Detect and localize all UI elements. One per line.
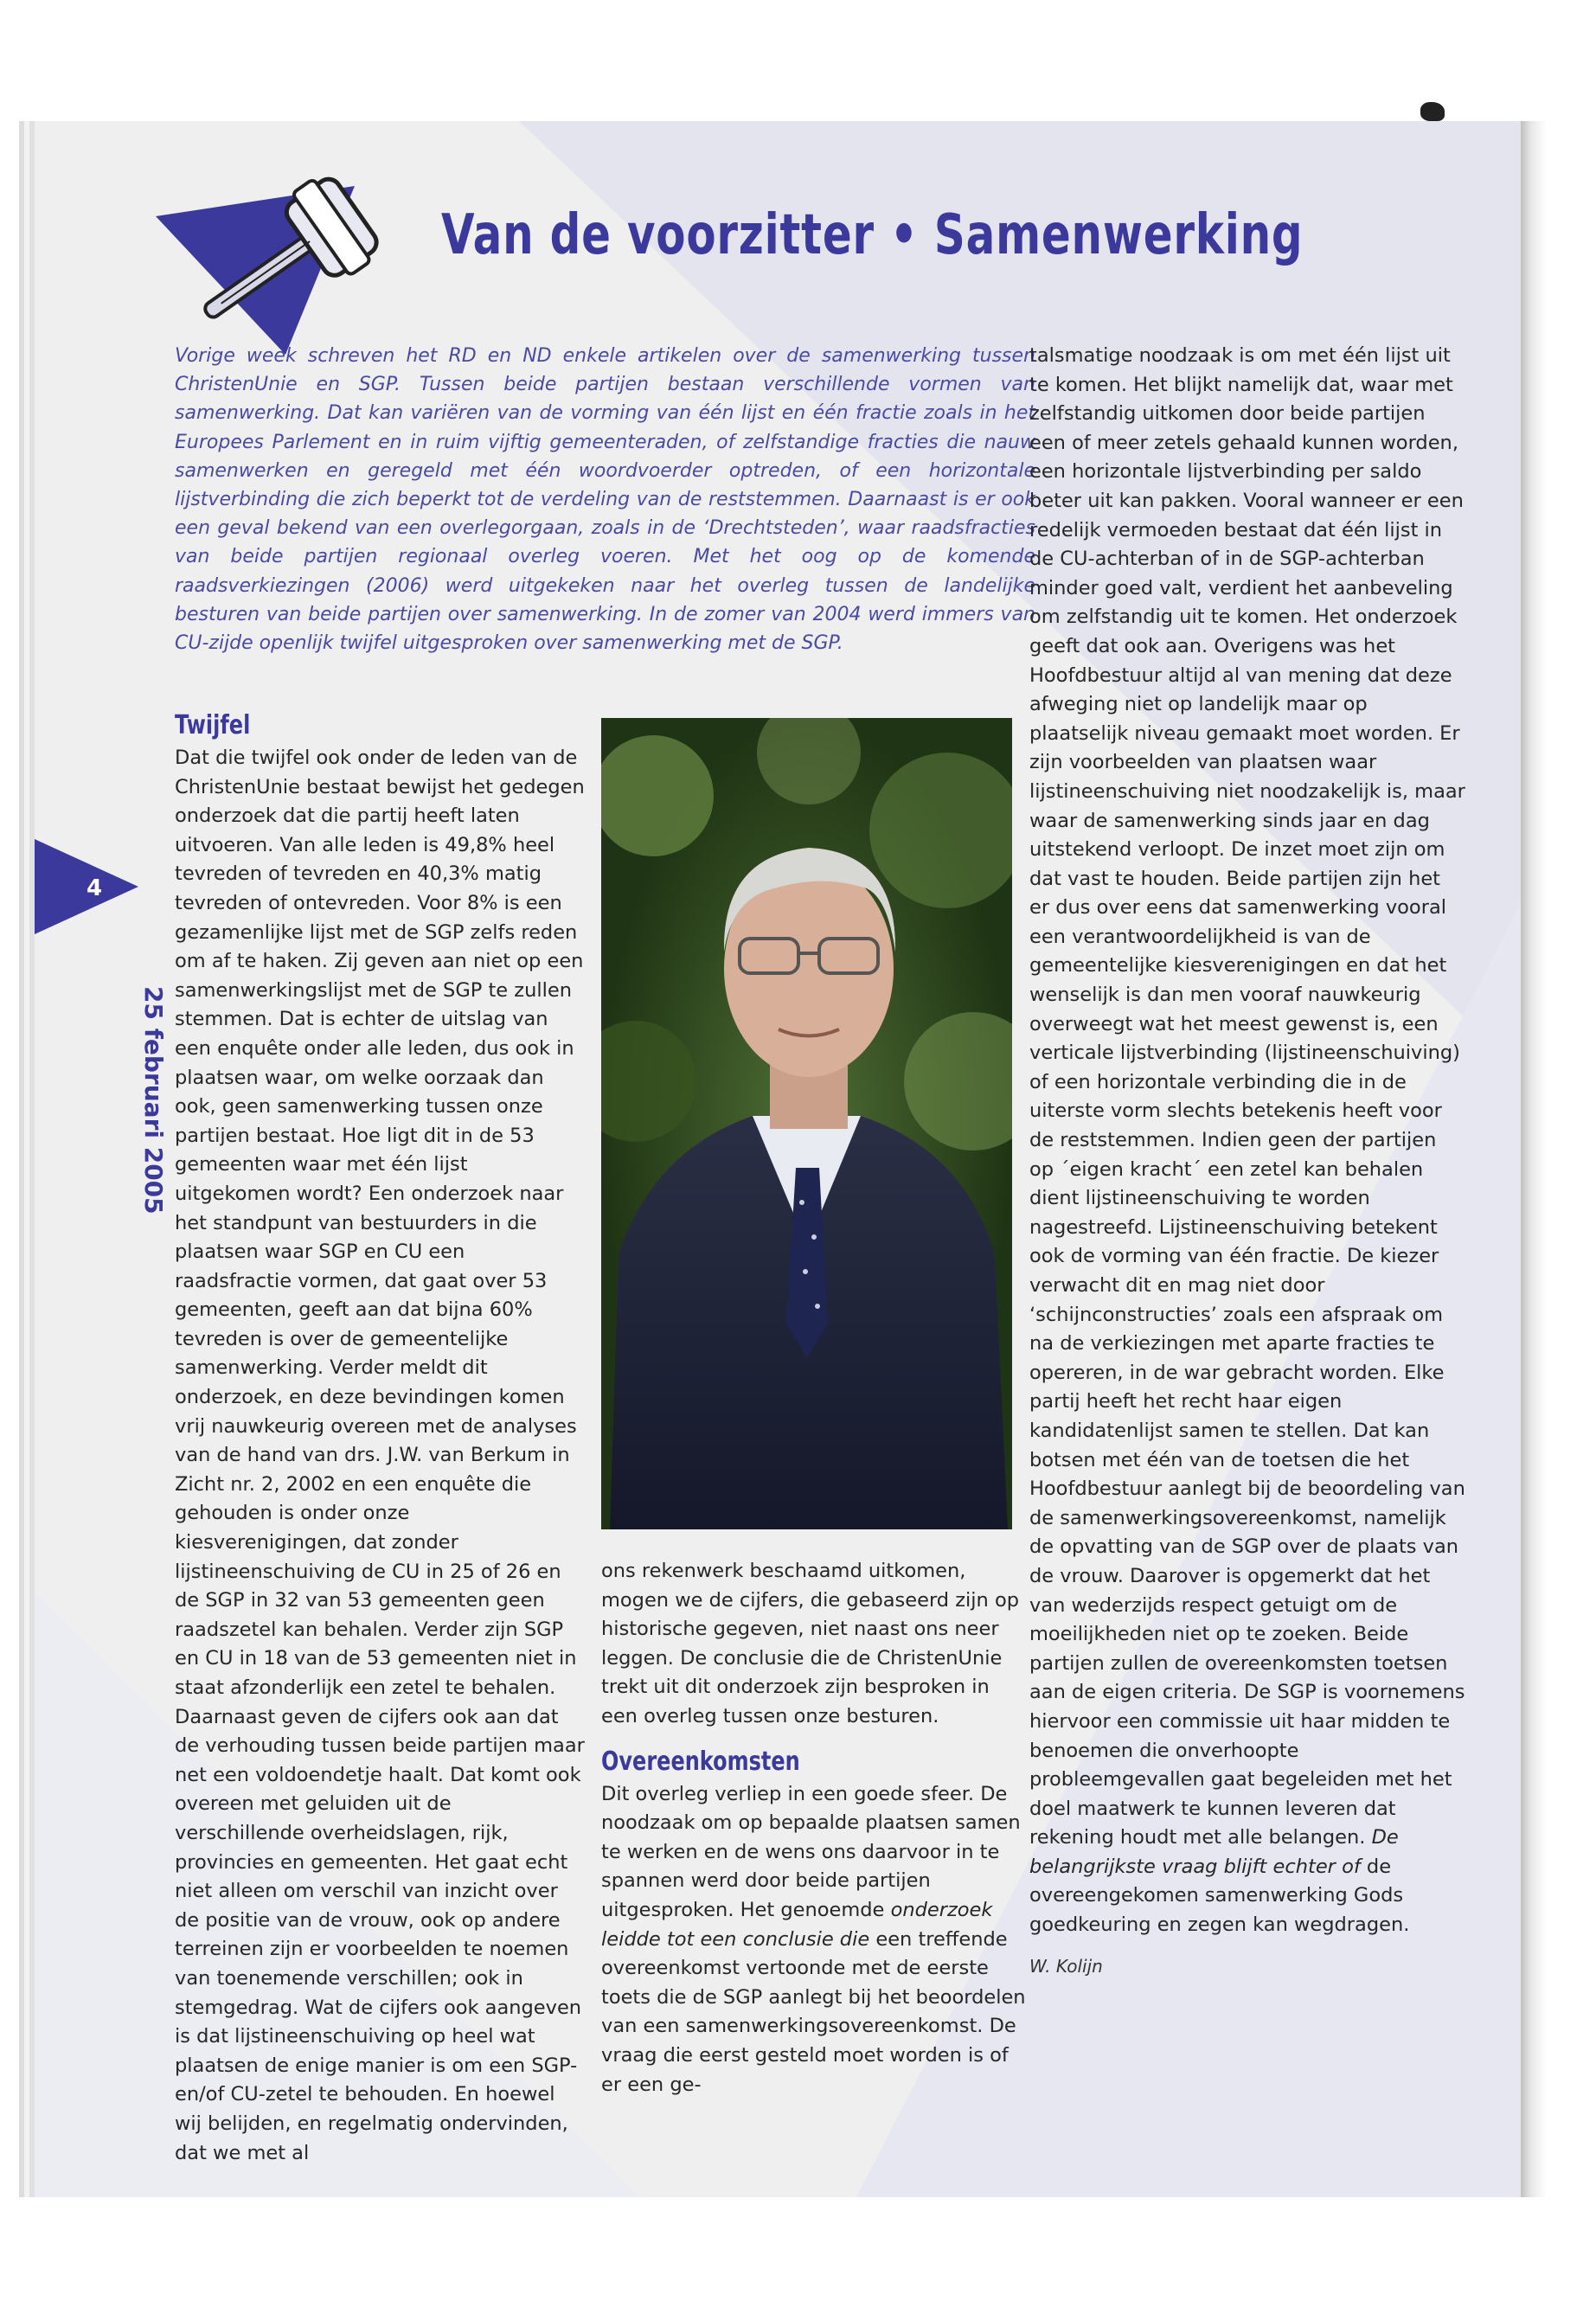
overeenkomsten-body-main: Dit overleg verliep in een goede sfeer. De noodzaak om op bepaalde plaatsen samen te werken en de wens ons daarvoor in te spannen werd door beide partijen uitgesproken. Het genoemde [601,1782,1021,1921]
author-signature: W. Kolijn [1029,1955,1103,1977]
twijfel-body-tail: Wat de cijfers ook aangeven is dat lijstineenschuiving op heel wat plaatsen de enige manier is om een SGP- en/of CU-zetel te behouden. En hoewel wij belijden, en regelmatig ondervinden, dat we met al [175,1996,582,2164]
twijfel-body-main: Dat die twijfel ook onder de leden van de ChristenUnie bestaat bewijst het gedegen onderzoek dat die partij heeft laten uitvoeren. Van alle leden is 49,8% heel tevreden of tevreden en 40,3% matig tevreden of ontevreden. Voor 8% is een gezamenlijke lijst met de SGP zelfs reden om af te haken. Zij geven aan niet op een samenwerkingslijst met de SGP te zullen stemmen. Dat is echter de uitslag van een enquête onder alle leden, dus ook in plaatsen waar, om welke oorzaak dan ook, geen samenwerking tussen onze partijen bestaat. Hoe ligt dit in de 53 gemeenten waar met één lijst uitgekomen wordt? Een onderzoek naar het standpunt van bestuurders in die plaatsen waar SGP en CU een raadsfractie vormen, dat gaat over 53 gemeenten, geeft aan dat bijna 60% tevreden is over de gemeentelijke samenwerking. Verder meldt dit onderzoek, en deze bevindingen komen vrij nauwkeurig overeen met de analyses van de hand van drs. J.W. van Berkum in Zicht nr. 2, 2002 en een enquête die gehouden is onder onze kiesverenigingen, dat zonder lijstineenschuiving de CU in 25 of 26 en de SGP in 32 van 53 gemeenten geen raadszetel kan behalen. Verder zijn SGP en CU in 18 van de 53 gemeenten niet in staat afzonderlijk een zetel te behalen. Daarnaast geven de cijfers ook aan dat de verhouding tussen beide partijen maar net een voldoendetje haalt. Dat komt ook overeen met geluiden uit de verschillende overheidslagen, rijk, provincies en gemeenten. Het gaat echt niet alleen om verschil van inzicht over de positie van de vrouw, ook op andere terreinen zijn er voorbeelden te noemen van toenemende verschillen; ook in stemgedrag. [175,747,585,2019]
page-spine-edge [1521,121,1547,2197]
column-3-body [1029,342,1466,1940]
overeenkomsten-body [601,1780,1029,2100]
column-3-body-tail: de overeengekomen samenwerking Gods goedkeuring en zegen kan wegdragen. [1029,1855,1410,1937]
section-heading-twijfel: Twijfel [175,710,251,740]
column-3-body-main: talsmatige noodzaak is om met één lijst uit te komen. Het blijkt namelijk dat, waar met zelfstandig uitkomen door beide partijen een of meer zetels gehaald kunnen worden, een horizontale lijstverbinding per saldo beter uit kan pakken. Vooral wanneer er een redelijk vermoeden bestaat dat één lijst in de CU-achterban of in de SGP-achterban minder goed valt, verdient het aanbeveling om zelfstandig uit te komen. Het onderzoek geeft dat ook aan. Overigens was het Hoofdbestuur altijd al van mening dat deze afweging niet op landelijk maar op plaatselijk niveau gemaakt moet worden. Er zijn voorbeelden van plaatsen waar lijstineenschuiving niet noodzakelijk is, maar waar de samenwerking sinds jaar en dag uitstekend verloopt. De inzet moet zijn om dat vast te houden. Beide partijen zijn het er dus over eens dat samenwerking vooral een verantwoordelijkheid is van de gemeentelijke kiesverenigingen en dat het wenselijk is dan men vooraf nauwkeurig overweegt wat het meest gewenst is, een verticale lijstverbinding (lijstineenschuiving) of een horizontale verbinding die in de uiterste vorm slechts betekenis heeft voor de reststemmen. Indien geen der partijen op ´eigen kracht´ een zetel kan behalen dient lijstineenschuiving te worden nagestreefd. Lijstineenschuiving betekent ook de vorming van één fractie. De kiezer verwacht dit en mag niet door ‘schijnconstructies’ zoals een afspraak om na de verkiezingen met aparte fracties te opereren, in de war gebracht worden. Elke partij heeft het recht haar eigen kandidatenlijst samen te stellen. Dat kan botsen met één van de toetsen die het Hoofdbestuur aanlegt bij de beoordeling van de samenwerkingsovereenkomst, namelijk de opvatting van de SGP over de plaats van de vrouw. Daarover is opgemerkt dat het van wederzijds respect getuigt om de moeilijkheden niet op te zoeken. Beide partijen zullen de overeenkomsten toetsen aan de eigen criteria. De SGP is voornemens hiervoor een commissie uit haar midden te benoemen die onverhoopte probleemgevallen gaat begeleiden met het doel maatwerk te kunnen leveren dat rekening houdt met alle belangen. [1029,344,1465,1849]
column-1 [175,709,586,2168]
magazine-page [35,121,1522,2197]
column-3 [1029,342,1466,1981]
section-heading-overeenkomsten: Overeenkomsten [601,1746,800,1777]
column-2-continuation: ons rekenwerk beschaamd uitkomen, mogen we de cijfers, die gebaseerd zijn op historische gegeven, niet naast ons neer leggen. De conclusie die de ChristenUnie trekt uit dit onderzoek zijn besproken in een overleg tussen onze besturen. [601,1560,1020,1727]
gavel-icon [156,156,415,355]
ink-mark [1420,102,1445,121]
column-2 [601,1557,1029,2099]
page-title: Van de voorzitter • Samenwerking [441,203,1304,267]
issue-date: 25 februari 2005 [139,986,168,1215]
overeenkomsten-body-tail: een treffende overeenkomst vertoonde met de eerste toets die de SGP aanlegt bij het beoordelen van een samenwerkingsovereenkomst. De vraag die eerst gesteld moet worden is of er een ge- [601,1927,1026,2096]
page-number: 4 [87,875,103,901]
portrait-photo [601,718,1012,1529]
overeenkomsten-body-emphasis: onderzoek leidde tot een conclusie die [601,1898,993,1951]
twijfel-body [175,744,586,2168]
intro-paragraph: Vorige week schreven het RD en ND enkele artikelen over de samenwerking tussen ChristenUnie en SGP. Tussen beide partijen bestaan verschillende vormen van samenwerking. Dat kan variëren van de vorming van één lijst en één fractie zoals in het Europees Parlement en in ruim vijftig gemeenteraden, of zelfstandige fracties die nauw samenwerken en geregeld met één woordvoerder optreden, of een horizontale lijstverbinding die zich beperkt tot de verdeling van de reststemmen. Daarnaast is er ook een geval bekend van een overlegorgaan, zoals in de ‘Drechtsteden’, waar raadsfracties van beide partijen regionaal overleg voeren. Met het oog op de komende raadsverkiezingen (2006) werd uitgekeken naar het overleg tussen de landelijke besturen van beide partijen over samenwerking. In de zomer van 2004 werd immers van CU-zijde openlijk twijfel uitgesproken over samenwerking met de SGP. [175,345,1035,655]
column-3-body-emphasis: De belangrijkste vraag blijft echter of [1029,1826,1399,1878]
